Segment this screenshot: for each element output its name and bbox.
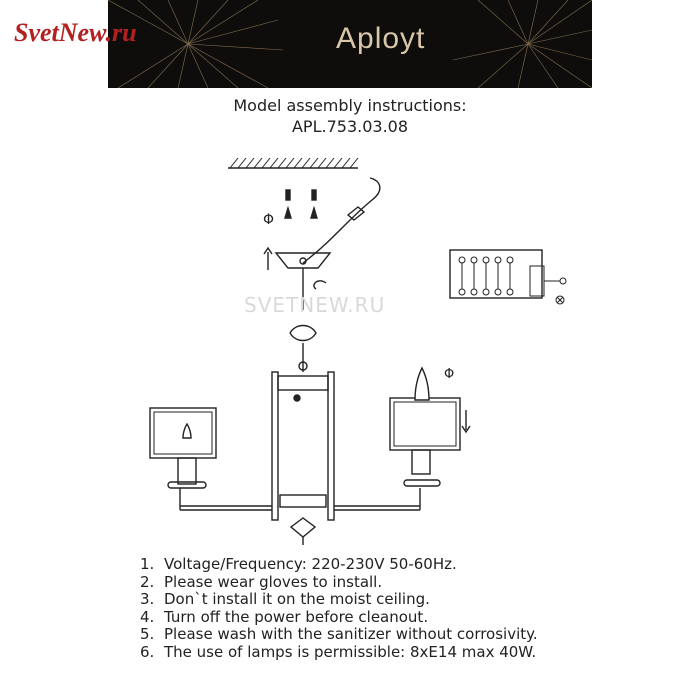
rotate-icon: Φ [263, 212, 275, 228]
shade-right [390, 398, 460, 450]
frame-top-bar [278, 376, 328, 390]
frame-bottom-bar [280, 495, 326, 507]
anchor-left [286, 190, 290, 200]
list-item: 3. Don`t install it on the moist ceiling. [140, 590, 430, 608]
bulb-left [183, 424, 191, 438]
bulb-right [415, 368, 429, 400]
document-title: Model assembly instructions: [233, 96, 467, 115]
list-item: 1. Voltage/Frequency: 220-230V 50-60Hz. [140, 555, 457, 573]
list-item: 4. Turn off the power before cleanout. [140, 607, 429, 626]
anchor-right [312, 190, 316, 200]
arm-right [334, 506, 420, 510]
assembly-diagram [0, 140, 700, 550]
frame-left-bar [272, 372, 278, 520]
chain-link [290, 326, 316, 341]
socket-left [178, 458, 196, 484]
svg-text:Φ: Φ [444, 367, 455, 382]
cup-left [168, 482, 206, 488]
hook-icon [314, 281, 326, 289]
watermark-logo: SvetNew.ru [14, 18, 137, 47]
screw-right [311, 208, 317, 218]
frame-right-bar [328, 372, 334, 520]
header-banner [108, 0, 592, 88]
list-item: 6. The use of lamps is permissible: 8xE14 max 40W. [140, 642, 537, 661]
model-number: APL.753.03.08 [291, 117, 409, 136]
screw-left [285, 208, 291, 218]
watermark-text: SVETNEW.RU [244, 293, 386, 317]
instruction-list [140, 556, 538, 661]
ceiling-hatch [230, 158, 358, 168]
list-item: 2. Please wear gloves to install. [140, 572, 383, 591]
cup-right [404, 480, 440, 486]
list-item: 5. Please wash with the sanitizer without corrosivity. [140, 625, 538, 643]
finial [291, 518, 315, 537]
arm-left [180, 506, 272, 510]
brand-name: Aployt [336, 22, 426, 55]
ceiling-canopy [276, 253, 330, 268]
socket-right [412, 450, 430, 474]
